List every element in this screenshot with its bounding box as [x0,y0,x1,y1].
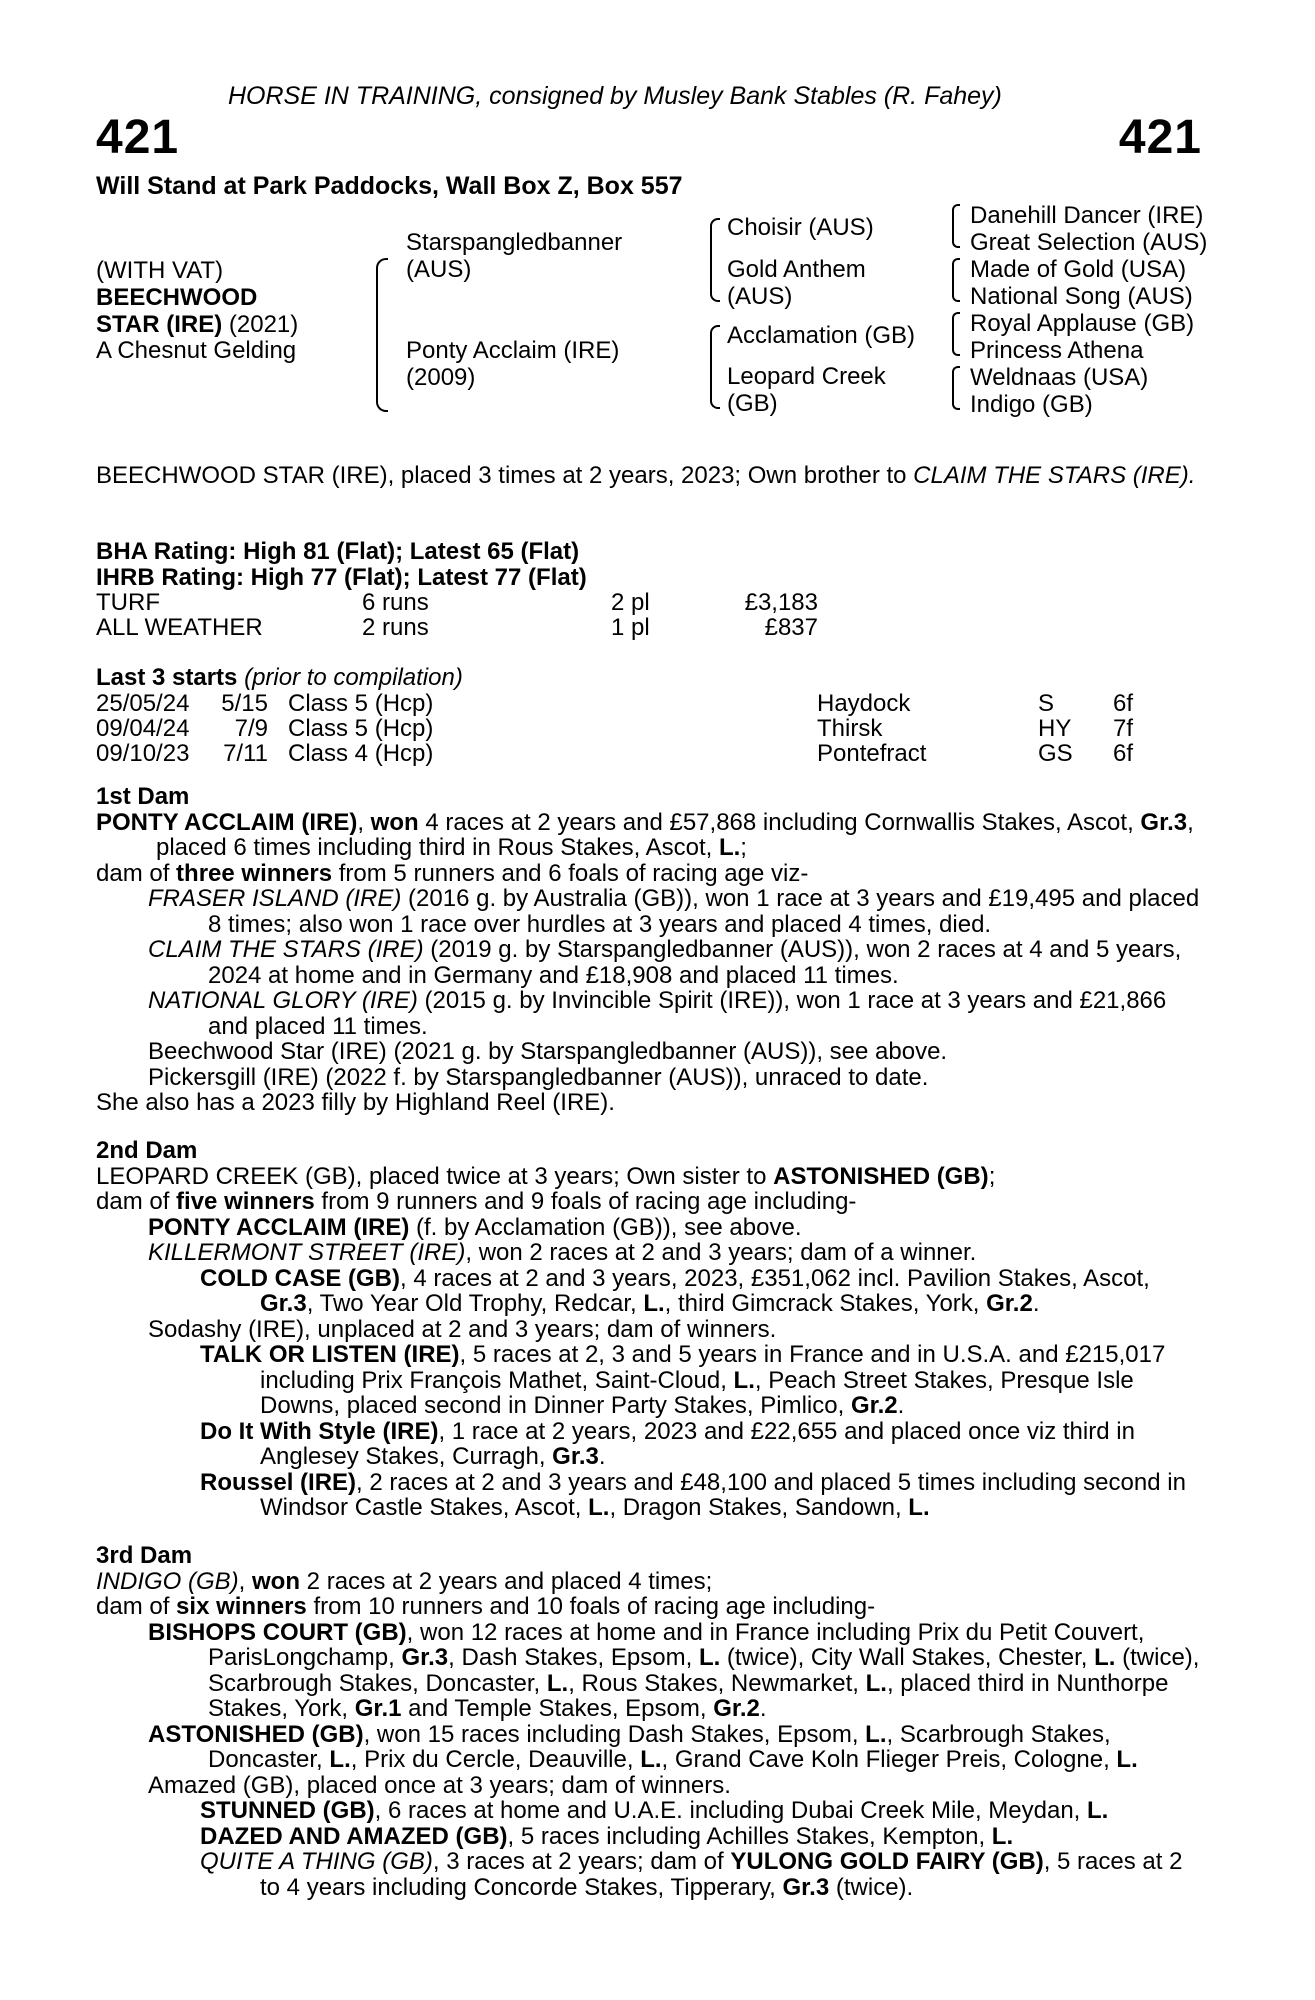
start-position: 7/9 [234,715,268,742]
aw-prize: £837 [764,614,818,641]
horse-year: (2021) [228,311,299,338]
dsd: Princess Athena [970,337,1144,364]
pedigree-brace-sire [710,218,720,302]
produce-do-it-with-style: Do It With Style (IRE), 1 race at 2 years, 2023 and £22,655 and placed once viz third in Anglesey Stakes, Curragh, Gr.3. [200,1417,1135,1470]
produce-stunned: STUNNED (GB), 6 races at home and U.A.E. including Dubai Creek Mile, Meydan, L. [200,1797,1109,1824]
produce-quite-a-thing: QUITE A THING (GB), 3 races at 2 years; dam of YULONG GOLD FAIRY (GB), 5 races at 2 to 4 years including Concorde Stakes, Tipperary, Gr.3 (twice). [200,1848,1183,1901]
summary-text: BEECHWOOD STAR (IRE), placed 3 times at 2 years, 2023; Own brother to [96,462,914,489]
first-dam-line1: PONTY ACCLAIM (IRE), won 4 races at 2 years and £57,868 including Cornwallis Stakes, Ascot, Gr.3, placed 6 times including third in Rous Stakes, Ascot, L.; [96,808,1194,861]
starts-note: (prior to compilation) [244,664,463,691]
produce-national-glory: NATIONAL GLORY (IRE) (2015 g. by Invincible Spirit (IRE)), won 1 race at 3 years and £21,866 and placed 11 times. [148,987,1167,1040]
produce-dazed-and-amazed: DAZED AND AMAZED (GB), 5 races including Achilles Stakes, Kempton, L. [200,1822,1014,1850]
second-dam-section [96,1138,1206,1521]
ihrb-rating: IHRB Rating: High 77 (Flat); Latest 77 (Flat) [96,564,587,591]
horse-description: A Chesnut Gelding [96,337,297,364]
lot-number-left: 421 [96,111,180,164]
third-dam-title: 3rd Dam [96,1542,193,1569]
first-dam-section [96,784,1206,1116]
turf-prize: £3,183 [744,589,818,616]
pedigree-brace-ds [952,312,960,356]
sire-country: (AUS) [406,256,472,283]
dam-dam-line2: (GB) [727,390,778,417]
sds: Made of Gold (USA) [970,256,1187,283]
dds: Weldnaas (USA) [970,364,1149,391]
second-dam-title: 2nd Dam [96,1137,198,1164]
start-position: 5/15 [221,690,268,717]
produce-amazed: Amazed (GB), placed once at 3 years; dam of winners. [148,1771,731,1799]
starts-heading [96,665,463,690]
sire-name: Starspangledbanner [406,229,623,256]
vat-note: (WITH VAT) [96,257,224,284]
sire-dam-line2: (AUS) [727,283,793,310]
dam-year: (2009) [406,364,476,391]
dam-dam-line1: Leopard Creek [727,363,886,390]
sdd: National Song (AUS) [970,283,1193,310]
start-distance: 6f [1113,690,1134,717]
produce-roussel: Roussel (IRE), 2 races at 2 and 3 years and £48,100 and placed 5 times including second in Windsor Castle Stakes, Ascot, L., Dragon Stakes, Sandown, L. [200,1468,1186,1521]
start-class: Class 4 (Hcp) [288,740,434,767]
horse-name-line1: BEECHWOOD [96,284,258,311]
produce-sodashy: Sodashy (IRE), unplaced at 2 and 3 years; dam of winners. [148,1315,777,1343]
horse-name-line2-text: STAR (IRE) [96,311,223,338]
horse-name-line2 [96,312,298,337]
produce-astonished: ASTONISHED (GB), won 15 races including Dash Stakes, Epsom, L., Scarbrough Stakes, Doncaster, L., Prix du Cercle, Deauville, L., Grand Cave Koln Flieger Preis, Cologne, L. [148,1720,1138,1773]
start-position: 7/11 [223,740,268,767]
aw-placed: 1 pl [611,614,650,641]
dam-sire: Acclamation (GB) [727,322,916,349]
pedigree-brace-dd [952,366,960,410]
sire-sire: Choisir (AUS) [727,214,874,241]
first-dam-title: 1st Dam [96,783,190,810]
start-course: Thirsk [817,715,883,742]
summary-paragraph [96,463,1206,489]
produce-cold-case: COLD CASE (GB), 4 races at 2 and 3 years, 2023, £351,062 incl. Pavilion Stakes, Ascot, Gr.3, Two Year Old Trophy, Redcar, L., third Gimcrack Stakes, York, Gr.2. [200,1264,1150,1317]
turf-placed: 2 pl [611,589,650,616]
pedigree-brace-dam [710,325,720,409]
summary-brother: CLAIM THE STARS [913,462,1127,489]
start-date: 25/05/24 [96,690,190,717]
pedigree-brace-gen1 [376,258,388,412]
second-dam-line2: dam of five winners from 9 runners and 9 foals of racing age including- [96,1188,857,1215]
starts-title: Last 3 starts [96,664,238,691]
start-class: Class 5 (Hcp) [288,690,434,717]
produce-pickersgill: Pickersgill (IRE) (2022 f. by Starspangledbanner (AUS)), unraced to date. [148,1063,929,1091]
second-dam-line1: LEOPARD CREEK (GB), placed twice at 3 years; Own sister to ASTONISHED (GB); [96,1162,996,1190]
summary-brother-suffix: (IRE). [1132,462,1196,489]
aw-surface: ALL WEATHER [96,614,263,641]
stable-location: Will Stand at Park Paddocks, Wall Box Z, Box 557 [96,172,683,200]
ssd: Great Selection (AUS) [970,229,1208,256]
start-date: 09/10/23 [96,740,190,767]
start-class: Class 5 (Hcp) [288,715,434,742]
start-date: 09/04/24 [96,715,190,742]
produce-talk-or-listen: TALK OR LISTEN (IRE), 5 races at 2, 3 and 5 years in France and in U.S.A. and £215,017 including Prix François Mathet, Saint-Cloud, L., Peach Street Stakes, Presque Isle Downs, placed second in Dinner Party Stakes, Pimlico, Gr.2. [200,1341,1166,1419]
third-dam-line2: dam of six winners from 10 runners and 10 foals of racing age including- [96,1593,876,1620]
third-dam-line1: INDIGO (GB), won 2 races at 2 years and placed 4 times; [96,1567,713,1595]
start-going: HY [1038,715,1072,742]
dss: Royal Applause (GB) [970,310,1195,337]
turf-surface: TURF [96,589,160,616]
start-distance: 7f [1113,715,1134,742]
produce-2023-filly: She also has a 2023 filly by Highland Reel (IRE). [96,1089,615,1116]
aw-runs: 2 runs [362,614,429,641]
produce-claim-the-stars: CLAIM THE STARS (IRE) (2019 g. by Starspangledbanner (AUS)), won 2 races at 4 and 5 years, 2024 at home and in Germany and £18,908 and placed 11 times. [148,936,1182,989]
consignment-header: HORSE IN TRAINING, consigned by Musley Bank Stables (R. Fahey) [228,82,1002,110]
pedigree-brace-ss [952,204,960,248]
start-course: Pontefract [817,740,927,767]
produce-killermont-street: KILLERMONT STREET (IRE), won 2 races at 2 and 3 years; dam of a winner. [148,1239,977,1266]
first-dam-line2: dam of three winners from 5 runners and 6 foals of racing age viz- [96,859,809,887]
start-course: Haydock [817,690,911,717]
produce-bishops-court: BISHOPS COURT (GB), won 12 races at home and in France including Prix du Petit Couvert, ParisLongchamp, Gr.3, Dash Stakes, Epsom, L. (twice), City Wall Stakes, Chester, L. (twice), Scarbrough Stakes, Doncaster, L., Rous Stakes, Newmarket, L., placed third in Nunthorpe Stakes, York, Gr.1 and Temple Stakes, Epsom, Gr.2. [148,1618,1200,1722]
start-distance: 6f [1113,740,1134,767]
dam-name: Ponty Acclaim (IRE) [406,337,620,364]
start-going: GS [1038,740,1073,767]
turf-runs: 6 runs [362,589,429,616]
sss: Danehill Dancer (IRE) [970,202,1204,229]
pedigree-brace-sd [952,258,960,302]
bha-rating: BHA Rating: High 81 (Flat); Latest 65 (Flat) [96,538,580,565]
produce-fraser-island: FRASER ISLAND (IRE) (2016 g. by Australia (GB)), won 1 race at 3 years and £19,495 and placed 8 times; also won 1 race over hurdles at 3 years and placed 4 times, died. [148,885,1200,938]
start-going: S [1038,690,1055,717]
sire-dam-line1: Gold Anthem [727,256,866,283]
lot-number-right: 421 [1118,111,1202,164]
third-dam-section [96,1543,1206,1900]
produce-beechwood-star: Beechwood Star (IRE) (2021 g. by Starspangledbanner (AUS)), see above. [148,1038,948,1065]
ddd: Indigo (GB) [970,391,1093,418]
produce-ponty-acclaim: PONTY ACCLAIM (IRE) (f. by Acclamation (GB)), see above. [148,1213,802,1241]
